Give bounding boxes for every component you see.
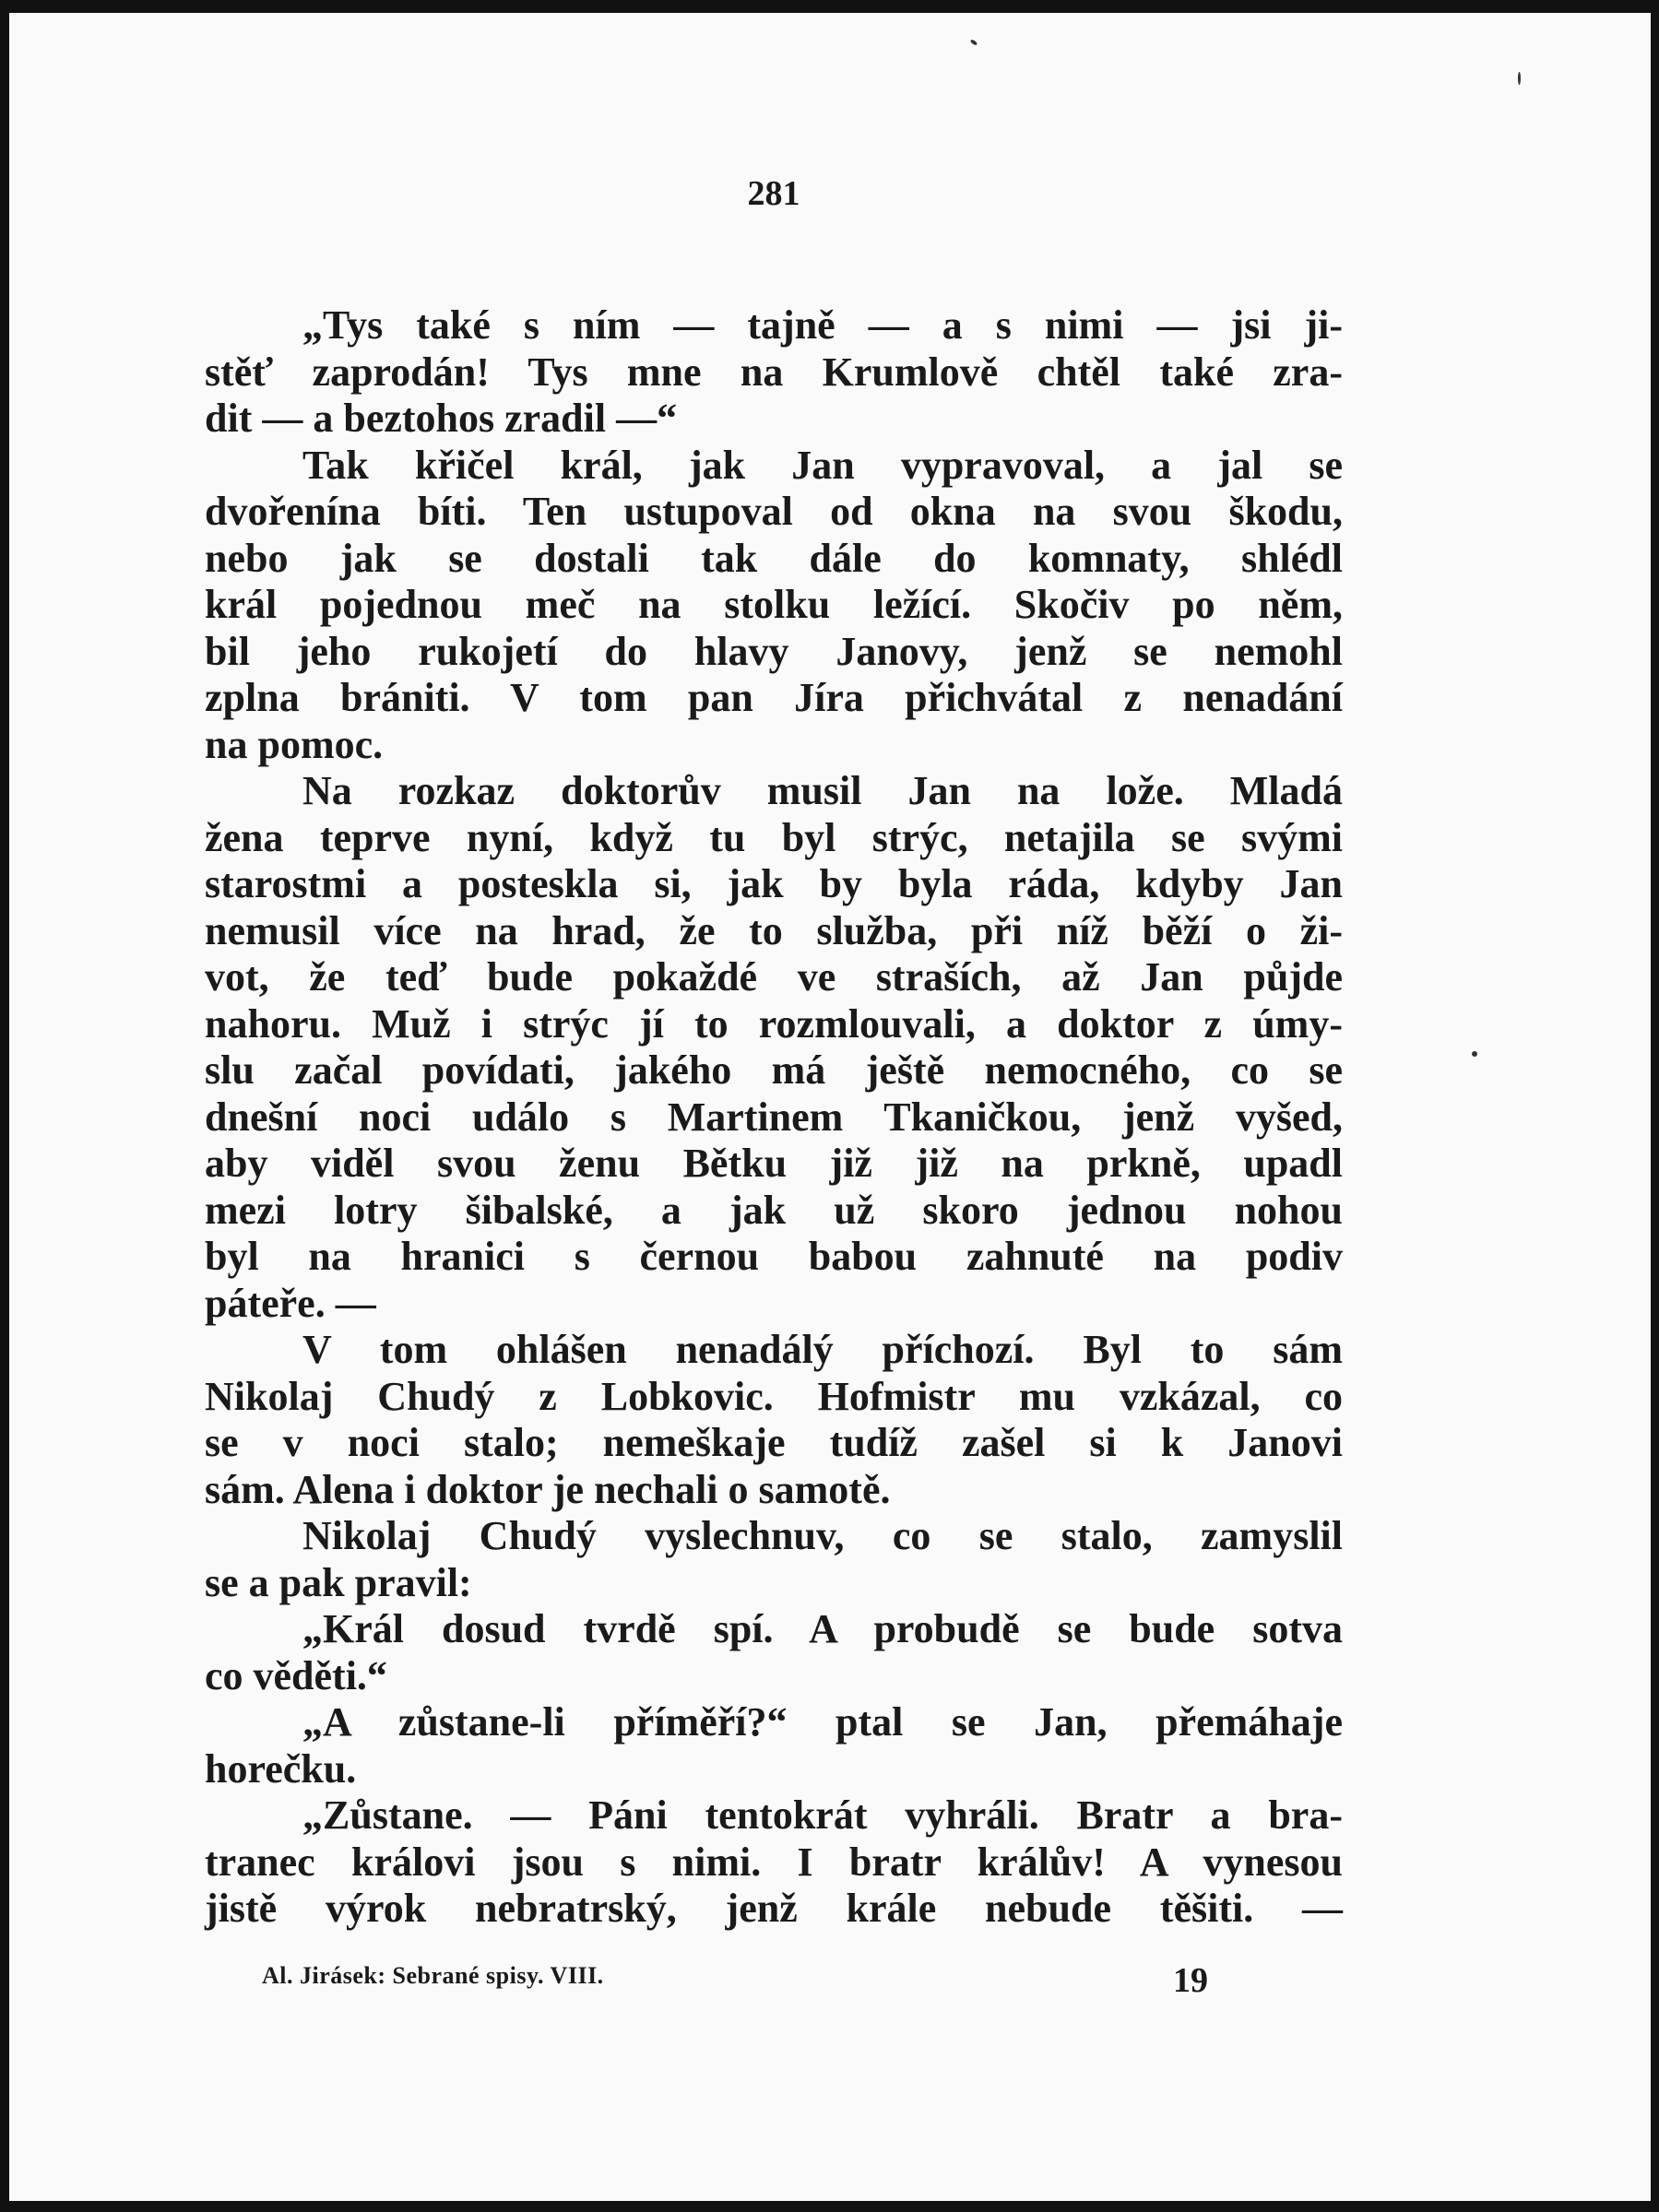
text-line: Nikolaj Chudý z Lobkovic. Hofmistr mu vzkázal, co [205, 1373, 1343, 1419]
footer-signature: Al. Jirásek: Sebrané spisy. VIII. [262, 1962, 604, 1989]
scan-speck [970, 39, 978, 46]
text-line: dvořenína bíti. Ten ustupoval od okna na svou škodu, [205, 489, 1343, 534]
text-line: se v noci stalo; nemeškaje tudíž zašel si k Janovi [205, 1420, 1343, 1465]
text-line: stěť zaprodán! Tys mne na Krumlově chtěl také zra- [205, 349, 1343, 395]
text-line: tranec královi jsou s nimi. I bratr králův! A vynesou [205, 1839, 1343, 1885]
text-line: páteře. — [205, 1280, 376, 1326]
scan-speck [1472, 1051, 1477, 1057]
text-line: Na rozkaz doktorův musil Jan na lože. Mladá [302, 768, 1343, 813]
text-line: co věděti.“ [205, 1652, 387, 1698]
text-line: slu začal povídati, jakého má ještě nemocného, co se [205, 1047, 1343, 1093]
text-line: dnešní noci událo s Martinem Tkaničkou, jenž vyšed, [205, 1094, 1343, 1140]
text-line: vot, že teď bude pokaždé ve straších, až Jan půjde [205, 954, 1343, 1000]
text-line: dit — a beztohos zradil —“ [205, 396, 678, 441]
text-line: nebo jak se dostali tak dále do komnaty, shlédl [205, 535, 1343, 581]
text-line: „Král dosud tvrdě spí. A probudě se bude sotva [302, 1606, 1343, 1651]
text-line: se a pak pravil: [205, 1559, 472, 1605]
text-line: starostmi a posteskla si, jak by byla ráda, kdyby Jan [205, 861, 1343, 906]
text-line: jistě výrok nebratrský, jenž krále nebude těšiti. — [205, 1886, 1343, 1931]
scan-border-right [1651, 0, 1659, 2212]
text-line: byl na hranici s černou babou zahnuté na podiv [205, 1234, 1343, 1279]
text-line: nahoru. Muž i strýc jí to rozmlouvali, a doktor z úmy- [205, 1000, 1343, 1047]
text-line: „Tys také s ním — tajně — a s nimi — jsi ji- [302, 302, 1343, 348]
scan-border-top [0, 0, 1659, 13]
scan-speck [1518, 72, 1521, 85]
book-page [205, 166, 1343, 2000]
text-line: mezi lotry šibalské, a jak už skoro jednou nohou [205, 1187, 1343, 1233]
page-body-text [205, 302, 1343, 1933]
text-line: na pomoc. [205, 721, 384, 767]
scan-border-bottom [0, 2201, 1659, 2212]
text-line: bil jeho rukojetí do hlavy Janovy, jenž se nemohl [205, 628, 1343, 674]
scan-border-left [0, 0, 9, 2212]
page-footer [205, 1955, 1343, 2001]
text-line: aby viděl svou ženu Bětku již již na prkně, upadl [205, 1141, 1343, 1186]
text-line: Nikolaj Chudý vyslechnuv, co se stalo, zamyslil [302, 1513, 1343, 1558]
text-line: V tom ohlášen nenadálý příchozí. Byl to sám [302, 1327, 1343, 1372]
text-line: nemusil více na hrad, že to služba, při níž běží o ži- [205, 907, 1343, 953]
text-line: zplna brániti. V tom pan Jíra přichvátal z nenadání [205, 675, 1343, 720]
text-line: „Zůstane. — Páni tentokrát vyhráli. Bratr a bra- [302, 1792, 1343, 1838]
text-line: horečku. [205, 1745, 357, 1792]
text-line: Tak křičel král, jak Jan vypravoval, a jal se [302, 442, 1343, 488]
text-line: král pojednou meč na stolku ležící. Skočiv po něm, [205, 582, 1343, 627]
text-line: žena teprve nyní, když tu byl strýc, netajila se svými [205, 814, 1343, 860]
footer-sheet-number: 19 [1173, 1961, 1208, 2000]
text-line: sám. Alena i doktor je nechali o samotě. [205, 1466, 891, 1512]
text-line: „A zůstane-li příměří?“ ptal se Jan, přemáhaje [302, 1699, 1343, 1745]
page-number: 281 [747, 174, 800, 213]
